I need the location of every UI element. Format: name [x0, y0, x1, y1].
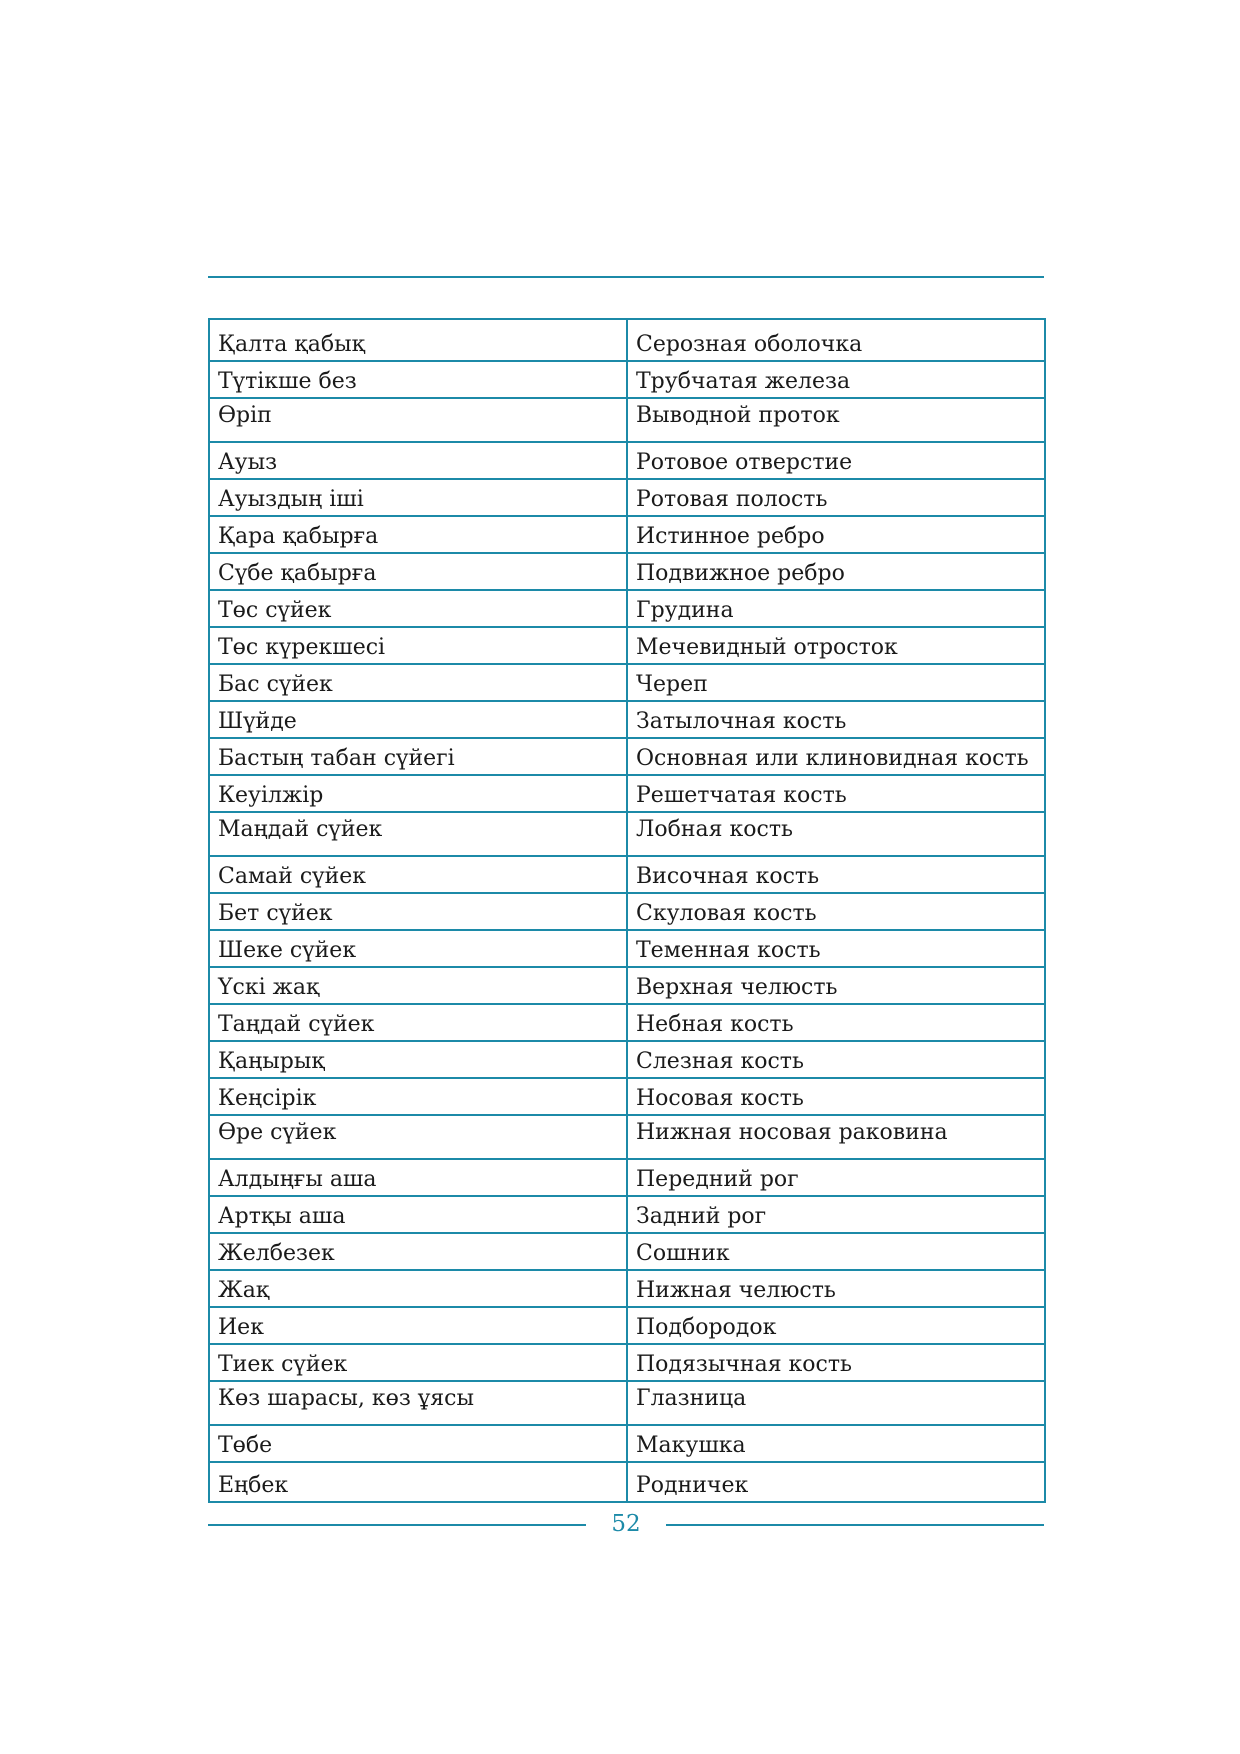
russian-term: Небная кость	[627, 1004, 1045, 1041]
page-footer	[208, 1508, 1044, 1544]
table-row	[209, 319, 1045, 361]
kazakh-term: Төс күрекшесі	[209, 627, 627, 664]
table-row	[209, 930, 1045, 967]
table-row	[209, 442, 1045, 479]
kazakh-term: Төс сүйек	[209, 590, 627, 627]
table-row	[209, 361, 1045, 398]
table-row	[209, 1159, 1045, 1196]
header-rule	[208, 276, 1044, 278]
russian-term: Трубчатая железа	[627, 361, 1045, 398]
glossary-table	[208, 318, 1046, 1503]
kazakh-term: Иек	[209, 1307, 627, 1344]
russian-term: Решетчатая кость	[627, 775, 1045, 812]
kazakh-term: Артқы аша	[209, 1196, 627, 1233]
kazakh-term: Бас сүйек	[209, 664, 627, 701]
kazakh-term: Шеке сүйек	[209, 930, 627, 967]
russian-term: Скуловая кость	[627, 893, 1045, 930]
table-row	[209, 627, 1045, 664]
russian-term: Верхная челюсть	[627, 967, 1045, 1004]
page-number: 52	[611, 1511, 641, 1537]
russian-term: Макушка	[627, 1425, 1045, 1462]
russian-term: Родничек	[627, 1462, 1045, 1502]
russian-term: Височная кость	[627, 856, 1045, 893]
kazakh-term: Бастың табан сүйегі	[209, 738, 627, 775]
kazakh-term: Өріп	[209, 398, 627, 442]
table-row	[209, 812, 1045, 856]
russian-term: Подязычная кость	[627, 1344, 1045, 1381]
table-row	[209, 775, 1045, 812]
russian-term: Грудина	[627, 590, 1045, 627]
kazakh-term: Төбе	[209, 1425, 627, 1462]
russian-term: Лобная кость	[627, 812, 1045, 856]
kazakh-term: Желбезек	[209, 1233, 627, 1270]
kazakh-term: Кеңсірік	[209, 1078, 627, 1115]
russian-term: Основная или клиновидная кость	[627, 738, 1045, 775]
russian-term: Теменная кость	[627, 930, 1045, 967]
kazakh-term: Ауыздың іші	[209, 479, 627, 516]
kazakh-term: Самай сүйек	[209, 856, 627, 893]
russian-term: Задний рог	[627, 1196, 1045, 1233]
kazakh-term: Алдыңғы аша	[209, 1159, 627, 1196]
kazakh-term: Көз шарасы, көз ұясы	[209, 1381, 627, 1425]
table-row	[209, 1041, 1045, 1078]
table-row	[209, 1115, 1045, 1159]
russian-term: Сошник	[627, 1233, 1045, 1270]
table-row	[209, 1425, 1045, 1462]
russian-term: Глазница	[627, 1381, 1045, 1425]
table-row	[209, 701, 1045, 738]
russian-term: Ротовая полость	[627, 479, 1045, 516]
table-row	[209, 664, 1045, 701]
russian-term: Ротовое отверстие	[627, 442, 1045, 479]
russian-term: Выводной проток	[627, 398, 1045, 442]
kazakh-term: Еңбек	[209, 1462, 627, 1502]
russian-term: Передний рог	[627, 1159, 1045, 1196]
kazakh-term: Таңдай сүйек	[209, 1004, 627, 1041]
kazakh-term: Жақ	[209, 1270, 627, 1307]
kazakh-term: Тиек сүйек	[209, 1344, 627, 1381]
table-row	[209, 1307, 1045, 1344]
russian-term: Подбородок	[627, 1307, 1045, 1344]
russian-term: Мечевидный отросток	[627, 627, 1045, 664]
russian-term: Нижная челюсть	[627, 1270, 1045, 1307]
kazakh-term: Қаңырық	[209, 1041, 627, 1078]
table-row	[209, 1233, 1045, 1270]
table-row	[209, 1196, 1045, 1233]
kazakh-term: Шүйде	[209, 701, 627, 738]
table-row	[209, 479, 1045, 516]
table-row	[209, 553, 1045, 590]
kazakh-term: Түтікше без	[209, 361, 627, 398]
russian-term: Череп	[627, 664, 1045, 701]
russian-term: Подвижное ребро	[627, 553, 1045, 590]
kazakh-term: Қара қабырға	[209, 516, 627, 553]
table-row	[209, 1381, 1045, 1425]
russian-term: Серозная оболочка	[627, 319, 1045, 361]
table-row	[209, 856, 1045, 893]
kazakh-term: Маңдай сүйек	[209, 812, 627, 856]
table-row	[209, 516, 1045, 553]
table-row	[209, 1462, 1045, 1502]
russian-term: Нижная носовая раковина	[627, 1115, 1045, 1159]
table-row	[209, 893, 1045, 930]
table-row	[209, 738, 1045, 775]
kazakh-term: Қалта қабық	[209, 319, 627, 361]
kazakh-term: Сүбе қабырға	[209, 553, 627, 590]
table-row	[209, 1004, 1045, 1041]
glossary-body	[209, 319, 1045, 1502]
table-row	[209, 398, 1045, 442]
kazakh-term: Өре сүйек	[209, 1115, 627, 1159]
kazakh-term: Үскі жақ	[209, 967, 627, 1004]
table-row	[209, 1078, 1045, 1115]
kazakh-term: Бет сүйек	[209, 893, 627, 930]
kazakh-term: Кеуілжір	[209, 775, 627, 812]
russian-term: Затылочная кость	[627, 701, 1045, 738]
footer-rule-right	[666, 1524, 1044, 1526]
table-row	[209, 590, 1045, 627]
kazakh-term: Ауыз	[209, 442, 627, 479]
russian-term: Истинное ребро	[627, 516, 1045, 553]
russian-term: Слезная кость	[627, 1041, 1045, 1078]
russian-term: Носовая кость	[627, 1078, 1045, 1115]
table-row	[209, 1270, 1045, 1307]
table-row	[209, 1344, 1045, 1381]
table-row	[209, 967, 1045, 1004]
